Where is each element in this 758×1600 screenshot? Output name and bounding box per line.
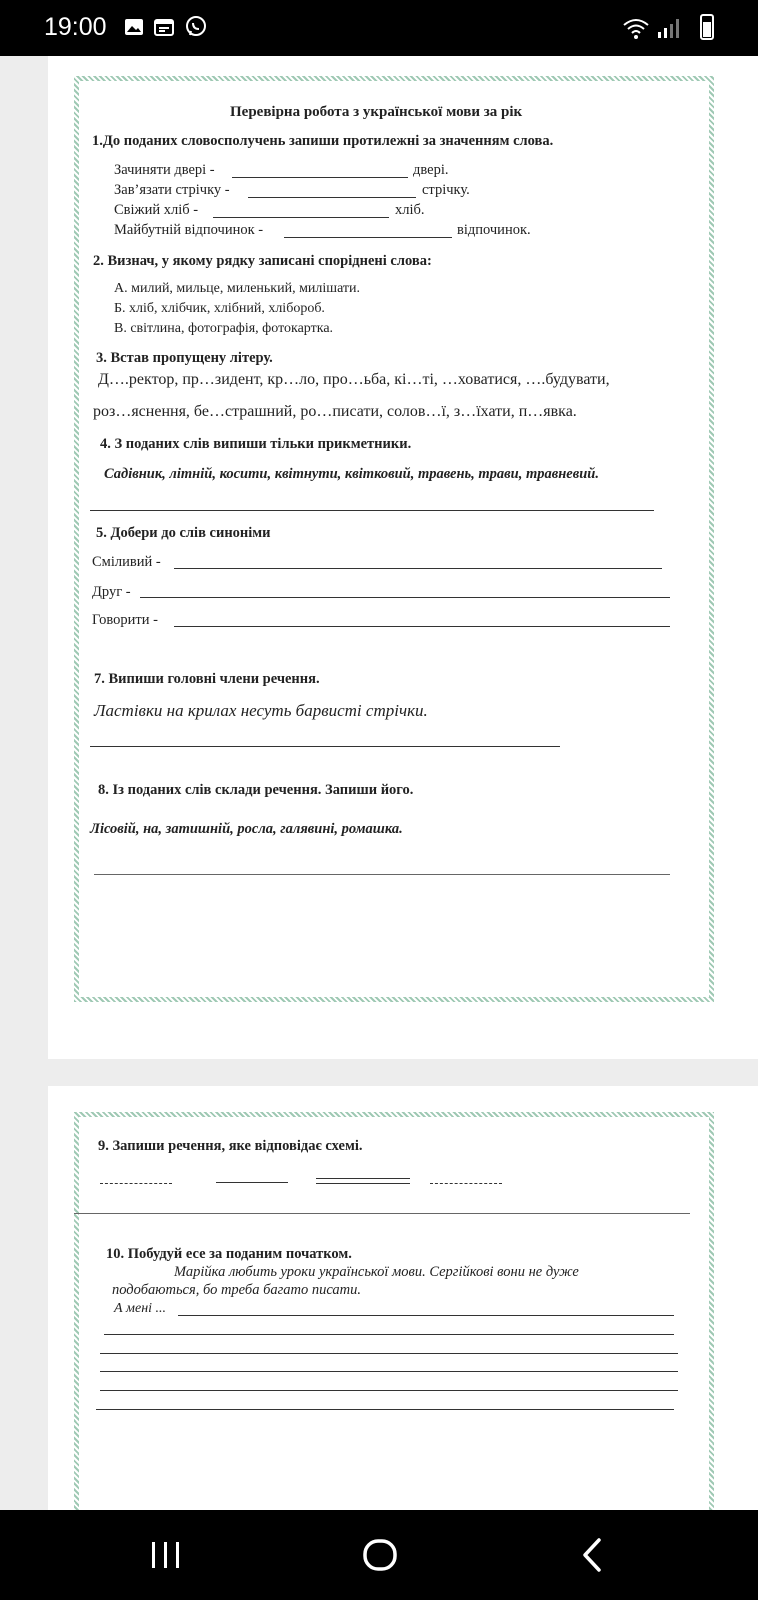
answer-line [74,1213,690,1214]
answer-line [174,568,662,569]
home-button[interactable] [362,1538,398,1577]
answer-line [213,217,389,218]
q5-item-1: Сміливий - [92,554,161,570]
q3-line-2: роз…яснення, бе…страшний, ро…писати, солов…ї, з…їхати, п…явка. [93,403,577,420]
decorative-border [74,1112,714,1537]
answer-line [90,746,560,747]
navigation-bar [0,1510,758,1600]
q3-line-1: Д….ректор, пр…зидент, кр…ло, про…ьба, кі…ті, …ховатися, ….будувати, [98,371,610,388]
q1-row-3-right: хліб. [395,202,425,218]
battery-icon [700,14,714,40]
q1-row-1-right: двері. [413,162,449,178]
q10-text-line-2: подобаються, бо треба багато писати. [112,1282,362,1298]
scheme-predicate-line [316,1178,410,1179]
calendar-icon [154,18,174,36]
q10-heading: 10. Побудуй есе за поданим початком. [106,1246,352,1262]
page-2 [48,1086,758,1510]
q1-row-1-left: Зачиняти двері - [114,162,215,178]
q1-row-4-left: Майбутній відпочинок - [114,222,264,238]
answer-line [94,874,670,875]
answer-line [174,626,670,627]
signal-icon [656,16,682,40]
q5-heading: 5. Добери до слів синоніми [96,525,271,541]
q1-row-2-right: стрічку. [422,182,470,198]
scheme-subject-line [100,1183,172,1184]
answer-line [232,177,408,178]
status-time: 19:00 [44,13,107,41]
worksheet-title: Перевірна робота з української мови за рік [230,104,523,120]
q4-words: Садівник, літній, косити, квітнути, квітковий, травень, трави, травневий. [104,466,599,482]
q2-option-b: Б. хліб, хлібчик, хлібний, хлібороб. [114,301,325,316]
q1-row-4-right: відпочинок. [457,222,531,238]
page-1 [48,56,758,1059]
back-button[interactable] [580,1537,604,1578]
recent-apps-button[interactable] [150,1540,182,1575]
answer-line [90,510,654,511]
answer-line [178,1315,674,1316]
answer-line [100,1371,678,1372]
viber-icon [184,15,208,39]
q9-heading: 9. Запиши речення, яке відповідає схемі. [98,1138,363,1154]
scheme-predicate-line [316,1183,410,1184]
document-viewer[interactable] [0,56,758,1510]
q5-item-3: Говорити - [92,612,158,628]
q8-words: Лісовій, на, затишній, росла, галявині, ромашка. [90,821,403,837]
q3-heading: 3. Встав пропущену літеру. [96,350,273,366]
answer-line [104,1334,674,1335]
q2-heading: 2. Визнач, у якому рядку записані споріднені слова: [93,253,432,269]
answer-line [248,197,416,198]
q8-heading: 8. Із поданих слів склади речення. Запиши його. [98,782,414,798]
status-bar [0,0,758,56]
scheme-line [430,1183,502,1184]
q4-heading: 4. З поданих слів випиши тільки прикметники. [100,436,412,452]
answer-line [284,237,452,238]
answer-line [140,597,670,598]
q5-item-2: Друг - [92,584,131,600]
q1-row-3-left: Свіжий хліб - [114,202,199,218]
q1-heading: 1.До поданих словосполучень запиши протилежні за значенням слова. [92,133,554,149]
scheme-line [216,1182,288,1183]
q1-row-2-left: Зав’язати стрічку - [114,182,230,198]
answer-line [96,1409,674,1410]
q2-option-c: В. світлина, фотографія, фотокартка. [114,321,334,336]
wifi-icon [622,16,652,40]
q10-start: А мені ... [114,1301,167,1316]
q2-option-a: А. милий, мильце, миленький, милішати. [114,281,361,296]
gallery-icon [124,18,144,36]
q7-heading: 7. Випиши головні члени речення. [94,671,320,687]
q10-text-line-1: Марійка любить уроки української мови. Сергійкові вони не дуже [174,1264,579,1280]
q7-sentence: Ластівки на крилах несуть барвисті стрічки. [94,701,428,720]
answer-line [100,1353,678,1354]
answer-line [100,1390,678,1391]
